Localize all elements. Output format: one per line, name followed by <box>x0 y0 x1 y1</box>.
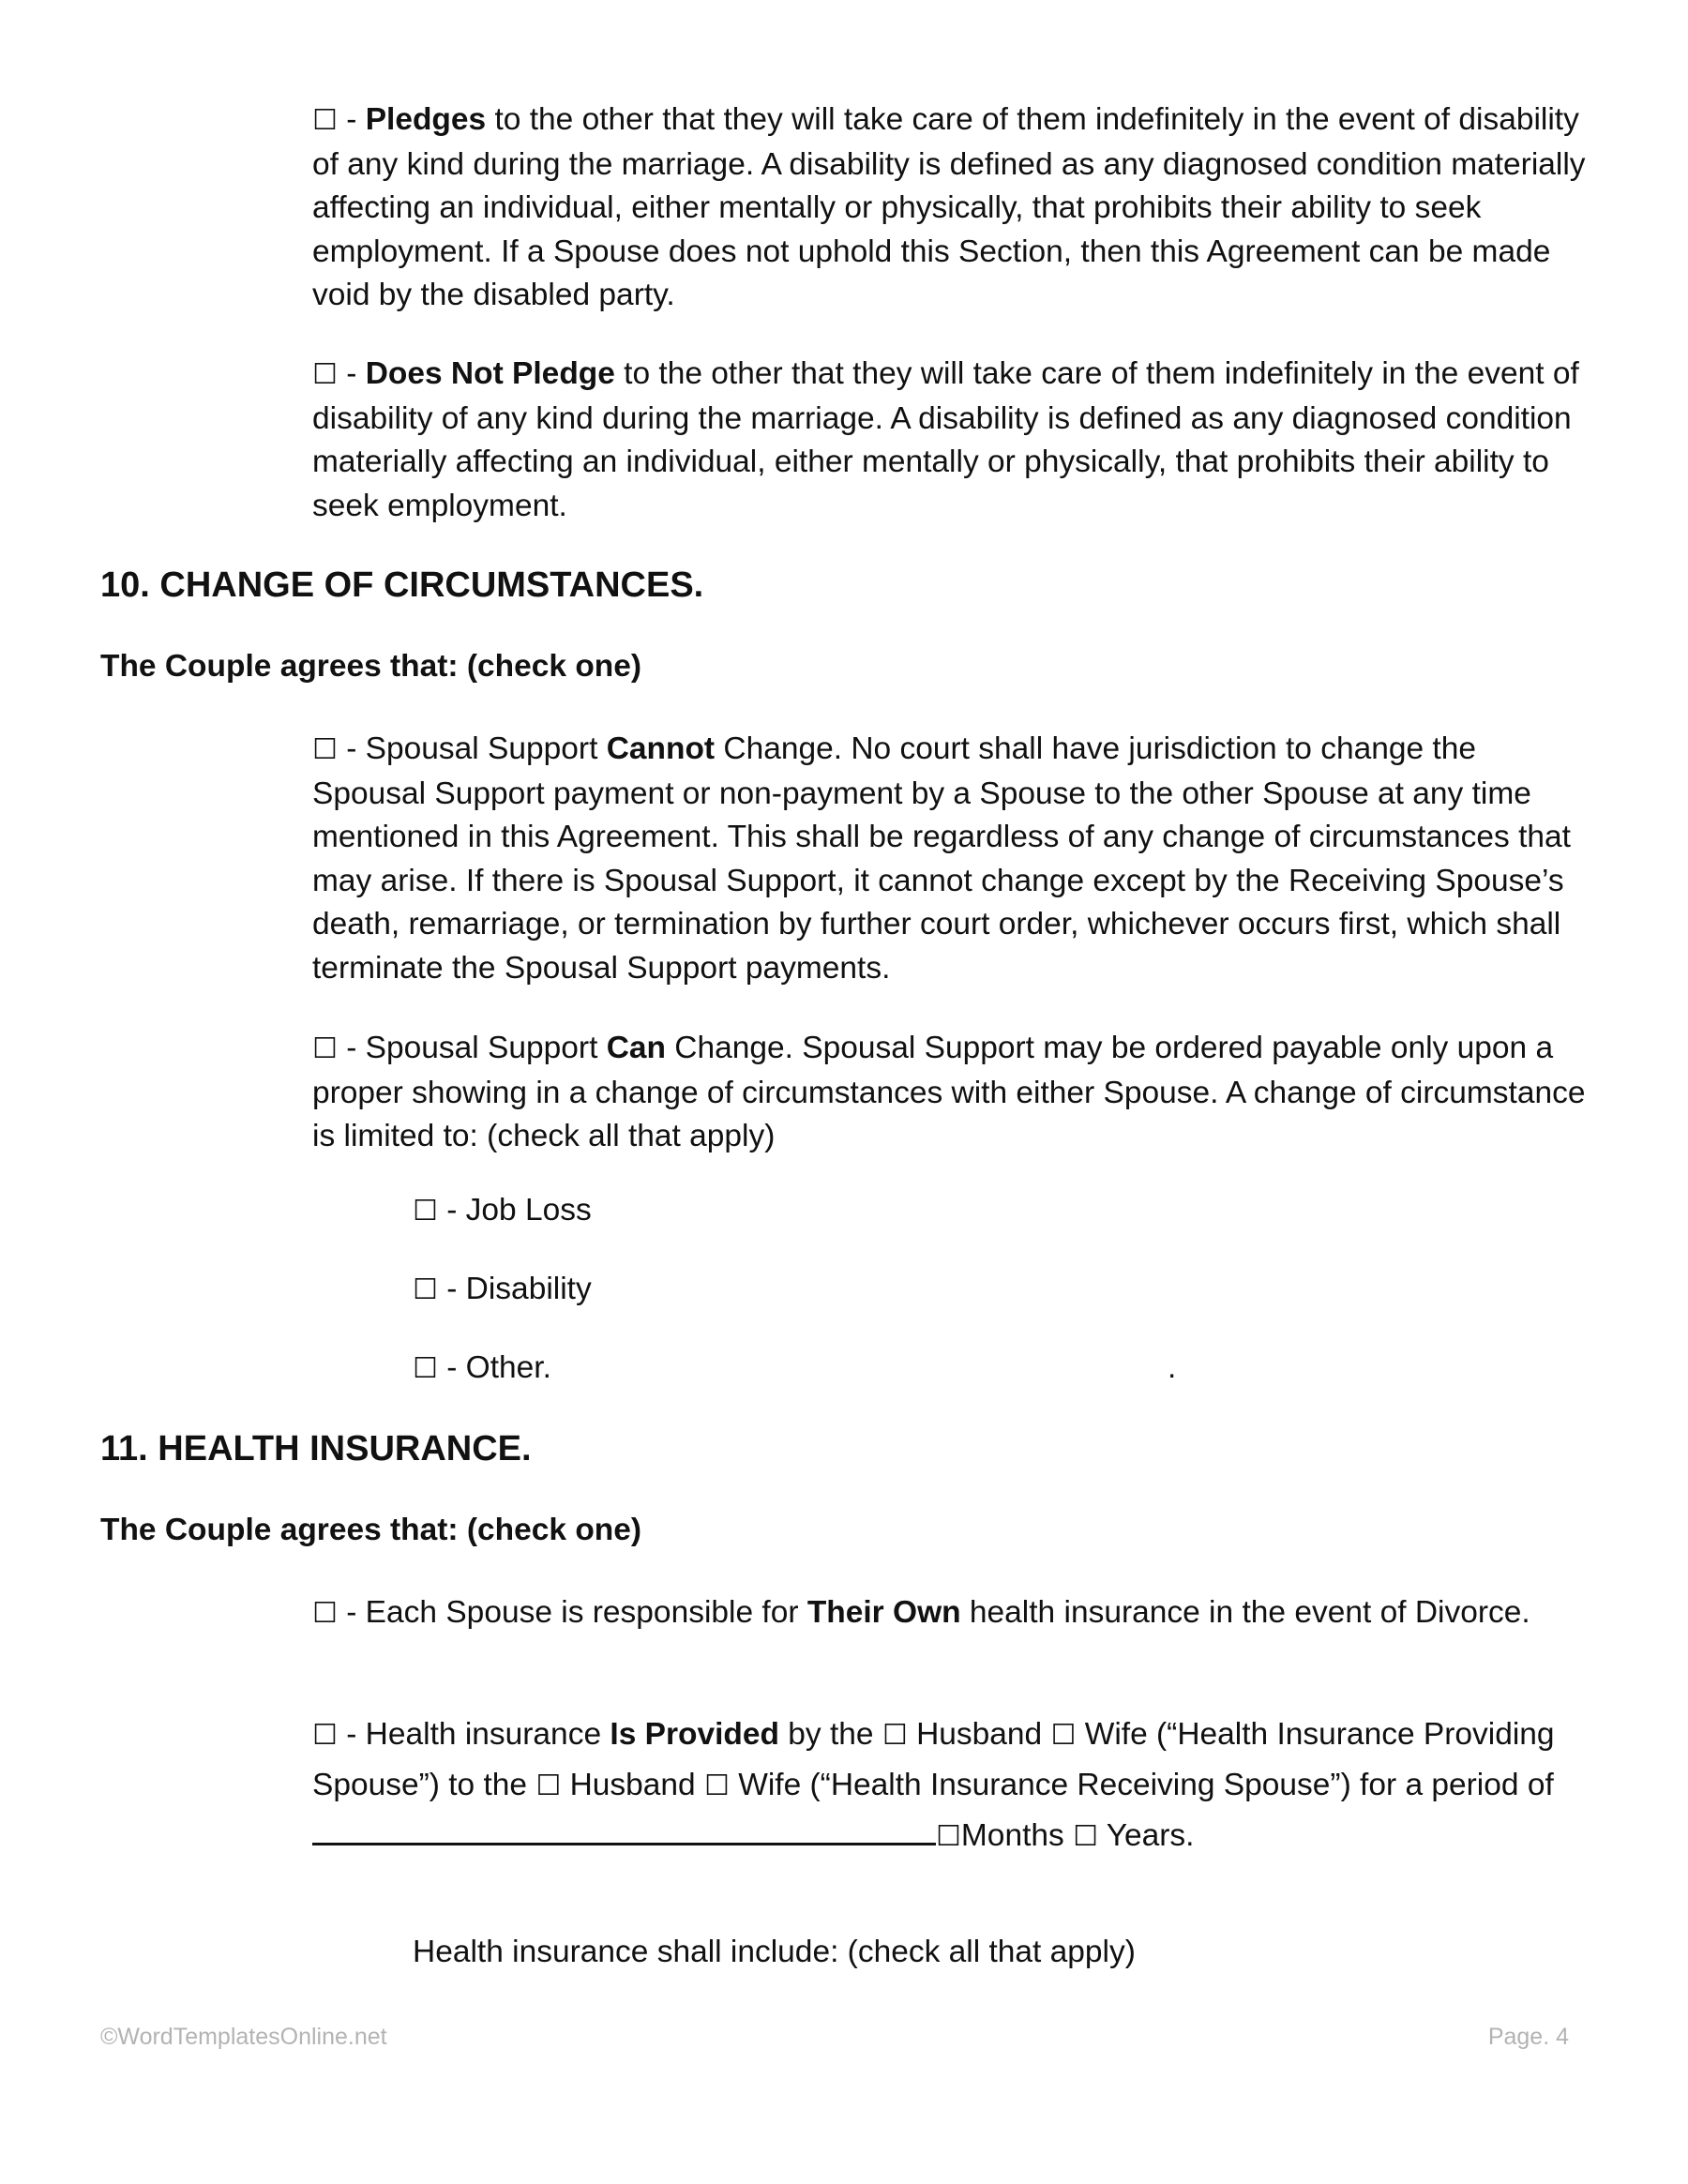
text: - Spousal Support <box>337 731 607 766</box>
checkbox[interactable]: ☐ <box>312 1597 338 1630</box>
text: - Each Spouse is responsible for <box>337 1595 807 1630</box>
text: - <box>337 356 366 391</box>
other-blank-end: . <box>1168 1350 1177 1385</box>
text: Years. <box>1106 1818 1195 1853</box>
text: - Other. <box>437 1350 551 1385</box>
text: Months <box>960 1818 1074 1853</box>
insurance-provided-paragraph <box>312 1710 1597 1861</box>
checkbox[interactable]: ☐ <box>413 1273 438 1306</box>
text: Husband <box>561 1768 704 1802</box>
text: - Health insurance <box>337 1717 610 1752</box>
text: health insurance in the event of Divorce. <box>960 1595 1530 1630</box>
text: - Disability <box>437 1272 592 1306</box>
option-label: Their Own <box>806 1595 961 1630</box>
other-option <box>413 1347 1594 1392</box>
text: to the other that they will take care of them indefinitely in the event of disability of any kind during the marriage. A disability is defined as any diagnosed condition materially affecting an individual, either mentally or physically, that prohibits their ability to seek employment. <box>312 356 1579 523</box>
section-11-heading: 11. HEALTH INSURANCE. <box>100 1429 532 1469</box>
text: - Spousal Support <box>337 1031 607 1065</box>
text: - Job Loss <box>437 1193 592 1228</box>
text: Change. Spousal Support may be ordered payable only upon a proper showing in a change of circumstances with either Spouse. A change of circumstance is limited to: (check all that apply) <box>312 1031 1586 1153</box>
period-input[interactable] <box>312 1815 936 1845</box>
section-10-subheading: The Couple agrees that: (check one) <box>100 649 642 684</box>
pledges-paragraph <box>312 98 1597 318</box>
option-label: Pledges <box>365 102 487 137</box>
option-label: Can <box>606 1031 666 1065</box>
text: Husband <box>907 1717 1051 1752</box>
checkbox[interactable]: ☐ <box>312 1032 338 1065</box>
text: Wife (“Health Insurance Receiving Spouse”) for a period of <box>729 1768 1554 1802</box>
option-label: Does Not Pledge <box>365 356 615 391</box>
husband-receiving-checkbox[interactable]: ☐ <box>535 1770 562 1802</box>
can-change-paragraph <box>312 1027 1597 1159</box>
checkbox[interactable]: ☐ <box>312 733 338 766</box>
option-label: Is Provided <box>610 1717 779 1752</box>
disability-option <box>413 1268 1594 1313</box>
section-11-subheading: The Couple agrees that: (check one) <box>100 1513 642 1547</box>
footer-page-number: Page. 4 <box>1487 2024 1569 2050</box>
footer-copyright: ©WordTemplatesOnline.net <box>100 2024 387 2050</box>
checkbox[interactable]: ☐ <box>312 1719 338 1752</box>
checkbox[interactable]: ☐ <box>413 1352 438 1385</box>
checkbox[interactable]: ☐ <box>312 104 338 137</box>
does-not-pledge-paragraph <box>312 353 1597 528</box>
years-checkbox[interactable]: ☐ <box>1073 1820 1098 1853</box>
text: - <box>337 102 366 137</box>
wife-checkbox[interactable]: ☐ <box>1050 1719 1077 1752</box>
health-insurance-include-line: Health insurance shall include: (check all that apply) <box>413 1935 1136 1969</box>
husband-checkbox[interactable]: ☐ <box>882 1719 908 1752</box>
cannot-change-paragraph <box>312 728 1597 990</box>
text: Change. No court shall have jurisdiction to change the Spousal Support payment or non-payment by a Spouse to the other Spouse at any time mentioned in this Agreement. This shall be regardless of any change of circumstances that may arise. If there is Spousal Support, it cannot change except by the Receiving Spouse’s death, remarriage, or termination by further court order, whichever occurs first, which shall terminate the Spousal Support payments. <box>312 731 1571 986</box>
wife-receiving-checkbox[interactable]: ☐ <box>704 1770 730 1802</box>
checkbox[interactable]: ☐ <box>413 1195 438 1228</box>
months-checkbox[interactable]: ☐ <box>936 1820 961 1853</box>
section-10-heading: 10. CHANGE OF CIRCUMSTANCES. <box>100 565 704 605</box>
text: by the <box>778 1717 882 1752</box>
text: Wife (“Health Insurance Providing Spouse”) to the <box>312 1717 1555 1802</box>
own-insurance-paragraph <box>312 1591 1597 1636</box>
checkbox[interactable]: ☐ <box>312 358 338 391</box>
text: to the other that they will take care of them indefinitely in the event of disability of any kind during the marriage. A disability is defined as any diagnosed condition materially affecting an individual, either mentally or physically, that prohibits their ability to seek employment. If a Spouse does not uphold this Section, then this Agreement can be made void by the disabled party. <box>312 102 1586 312</box>
option-label: Cannot <box>606 731 716 766</box>
job-loss-option <box>413 1189 1594 1234</box>
